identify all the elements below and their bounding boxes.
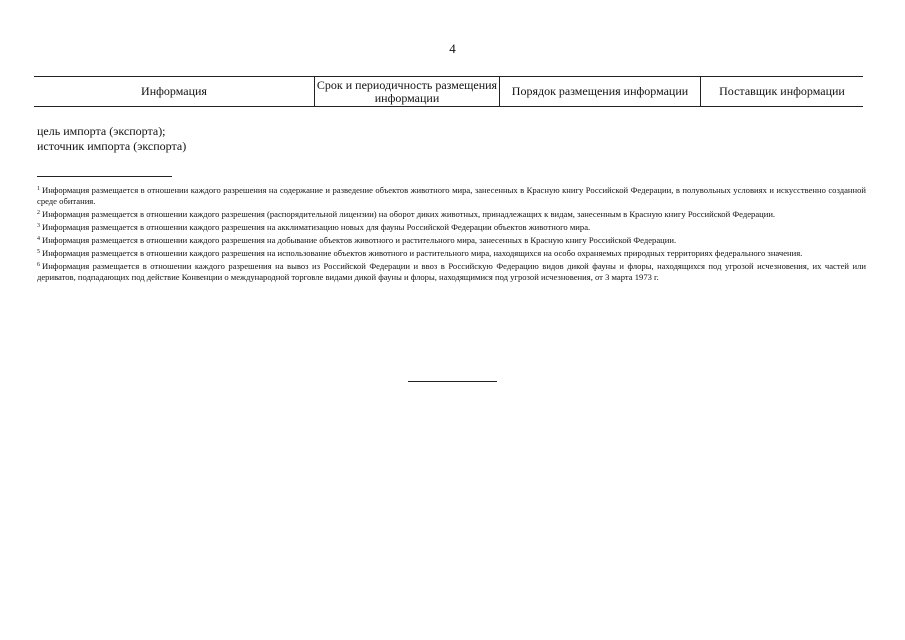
footnote-text: Информация размещается в отношении каждого разрешения на добывание объектов животного и растительного мира, занесенных в Красную книгу Российской Федерации. [42, 235, 677, 245]
footnote-6 [37, 260, 866, 283]
page-number: 4 [449, 41, 456, 56]
footnote-4 [37, 234, 866, 246]
footnote-number: 5 [37, 249, 40, 255]
footnote-number: 2 [37, 210, 40, 216]
body-line-1: цель импорта (экспорта); [37, 124, 166, 138]
footnote-number: 1 [37, 186, 40, 192]
header-placement-order: Порядок размещения информации [500, 77, 701, 106]
footnote-text: Информация размещается в отношении каждого разрешения (распорядительной лицензии) на оборот диких животных, принадлежащих к видам, занесенным в Красную книгу Российской Федерации. [42, 209, 776, 219]
footnote-1 [37, 184, 866, 207]
footnote-number: 6 [37, 262, 40, 268]
body-text [37, 124, 186, 154]
footnotes [37, 184, 866, 284]
footnote-text: Информация размещается в отношении каждого разрешения на содержание и разведение объектов животного мира, занесенных в Красную книгу Российской Федерации, в полувольных условиях и искусственно созданной среде обитания. [37, 185, 866, 206]
footnote-number: 4 [37, 236, 40, 242]
footnote-text: Информация размещается в отношении каждого разрешения на акклиматизацию новых для фауны Российской Федерации объектов животного мира. [42, 222, 591, 232]
table-header [34, 76, 863, 107]
footnote-3 [37, 221, 866, 233]
footnote-separator [37, 176, 172, 177]
header-provider: Поставщик информации [719, 84, 845, 98]
end-separator [408, 381, 497, 382]
footnote-text: Информация размещается в отношении каждого разрешения на вывоз из Российской Федерации и ввоз в Российскую Федерацию видов дикой фауны и флоры, находящихся под угрозой исчезновения, их частей или дериватов, подпадающих под действие Конвенции о международной торговле видами дикой фауны и флоры, находящимися под угрозой исчезновения, от 3 марта 1973 г. [37, 261, 866, 282]
footnote-number: 3 [37, 223, 40, 229]
footnote-text: Информация размещается в отношении каждого разрешения на использование объектов животного и растительного мира, находящихся на особо охраняемых природных территориях федерального значения. [42, 248, 803, 258]
footnote-5 [37, 247, 866, 259]
header-information: Информация [34, 77, 315, 106]
header-period: Срок и периодичность размещения информации [315, 77, 500, 106]
footnote-2 [37, 208, 866, 220]
body-line-2: источник импорта (экспорта) [37, 139, 187, 153]
